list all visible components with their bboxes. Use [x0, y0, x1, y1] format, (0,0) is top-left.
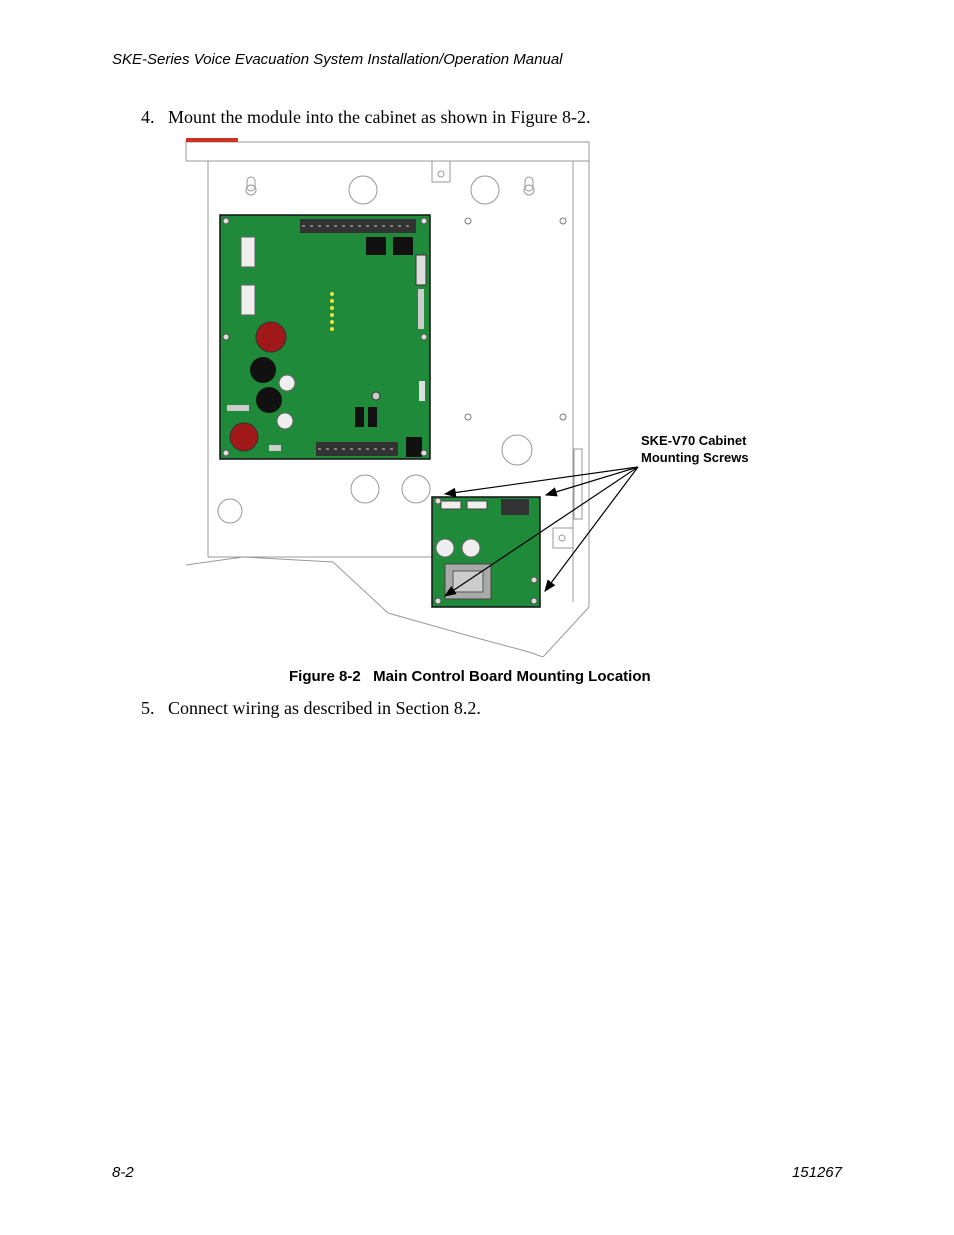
cabinet-figure	[183, 137, 763, 657]
standoffs	[465, 218, 566, 420]
step-5-number: 5.	[141, 698, 155, 718]
keyhole-left	[246, 177, 256, 195]
document-number: 151267	[791, 1164, 842, 1181]
step-4-text: Mount the module into the cabinet as shown in Figure 8-2.	[168, 107, 591, 127]
callout-label	[641, 432, 749, 466]
cabinet-tab	[186, 138, 238, 142]
main-control-board	[220, 215, 430, 459]
running-header: SKE-Series Voice Evacuation System Installation/Operation Manual	[112, 51, 563, 68]
step-4-number: 4.	[141, 107, 155, 127]
keyhole-right	[524, 177, 534, 195]
callout-line-2: Mounting Screws	[641, 450, 749, 465]
figure-caption: Figure 8-2 Main Control Board Mounting Location	[289, 668, 651, 685]
step-5	[141, 698, 481, 719]
page-number: 8-2	[112, 1164, 134, 1181]
transformer-board	[432, 497, 540, 607]
callout-line-1: SKE-V70 Cabinet	[641, 433, 747, 448]
step-4	[141, 107, 590, 128]
step-5-text: Connect wiring as described in Section 8.2.	[168, 698, 481, 718]
